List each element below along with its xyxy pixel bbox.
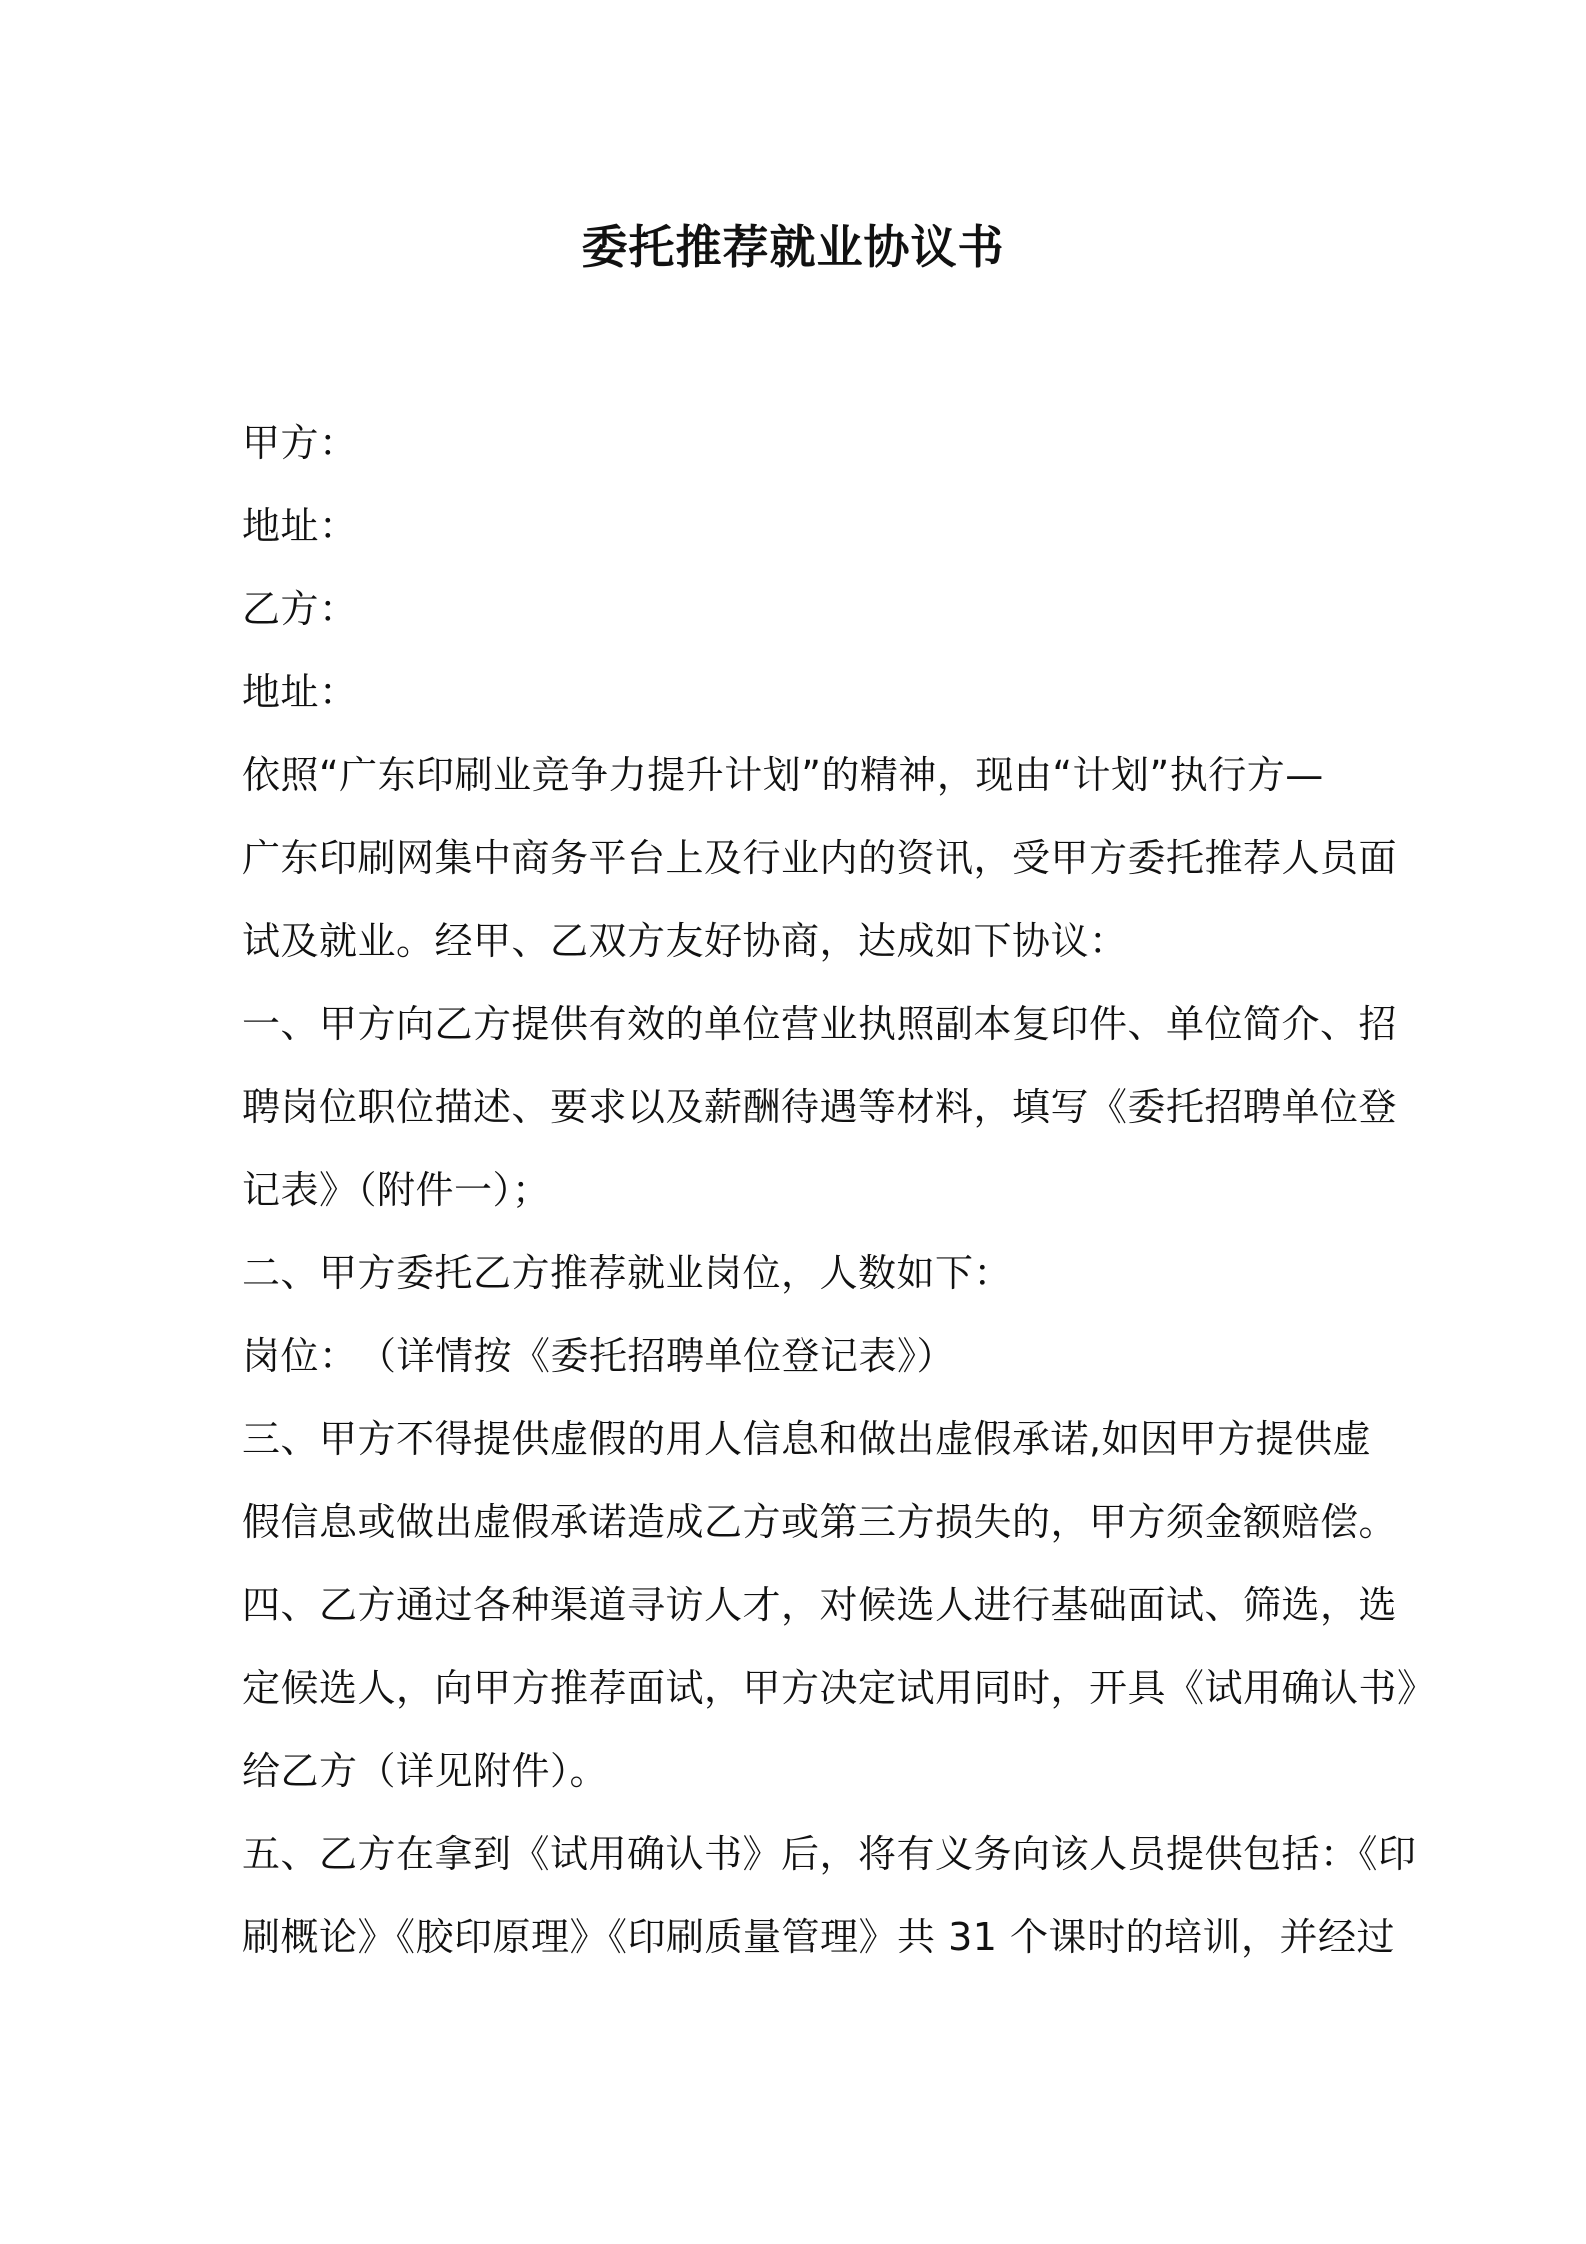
clause-four-line: 定候选人，向甲方推荐面试，甲方决定试用同时，开具《试用确认书》	[242, 1666, 1436, 1710]
party-a-label: 甲方：	[242, 421, 358, 465]
party-b-address-label: 地址：	[242, 670, 358, 714]
clause-three-line: 三、甲方不得提供虚假的用人信息和做出虚假承诺,如因甲方提供虚	[242, 1417, 1372, 1461]
clause-one-line: 一、甲方向乙方提供有效的单位营业执照副本复印件、单位简介、招	[242, 1002, 1398, 1046]
clause-four-line: 给乙方（详见附件）。	[242, 1749, 609, 1793]
preamble-line: 试及就业。经甲、乙双方友好协商，达成如下协议：	[242, 919, 1128, 963]
document-title: 委托推荐就业协议书	[581, 220, 1005, 274]
clause-three-line: 假信息或做出虚假承诺造成乙方或第三方损失的，甲方须金额赔偿。	[242, 1500, 1398, 1544]
party-a-address-label: 地址：	[242, 504, 358, 548]
clause-five-line: 五、乙方在拿到《试用确认书》后，将有义务向该人员提供包括：《印	[242, 1832, 1417, 1876]
clause-four-line: 四、乙方通过各种渠道寻访人才，对候选人进行基础面试、筛选，选	[242, 1583, 1398, 1627]
preamble-line: 依照“广东印刷业竞争力提升计划”的精神，现由“计划”执行方—	[242, 753, 1324, 797]
position-line: 岗位： （详情按《委托招聘单位登记表》）	[242, 1334, 956, 1378]
clause-five-line: 刷概论》《胶印原理》《印刷质量管理》共 31 个课时的培训，并经过	[242, 1915, 1396, 1959]
party-b-label: 乙方：	[242, 587, 358, 631]
document-body	[242, 402, 1436, 1979]
clause-two-line: 二、甲方委托乙方推荐就业岗位，人数如下：	[242, 1251, 1013, 1295]
preamble-line: 广东印刷网集中商务平台上及行业内的资讯，受甲方委托推荐人员面	[242, 836, 1398, 880]
clause-one-line: 记表》（附件一）；	[242, 1168, 551, 1212]
clause-one-line: 聘岗位职位描述、要求以及薪酬待遇等材料，填写《委托招聘单位登	[242, 1085, 1398, 1129]
